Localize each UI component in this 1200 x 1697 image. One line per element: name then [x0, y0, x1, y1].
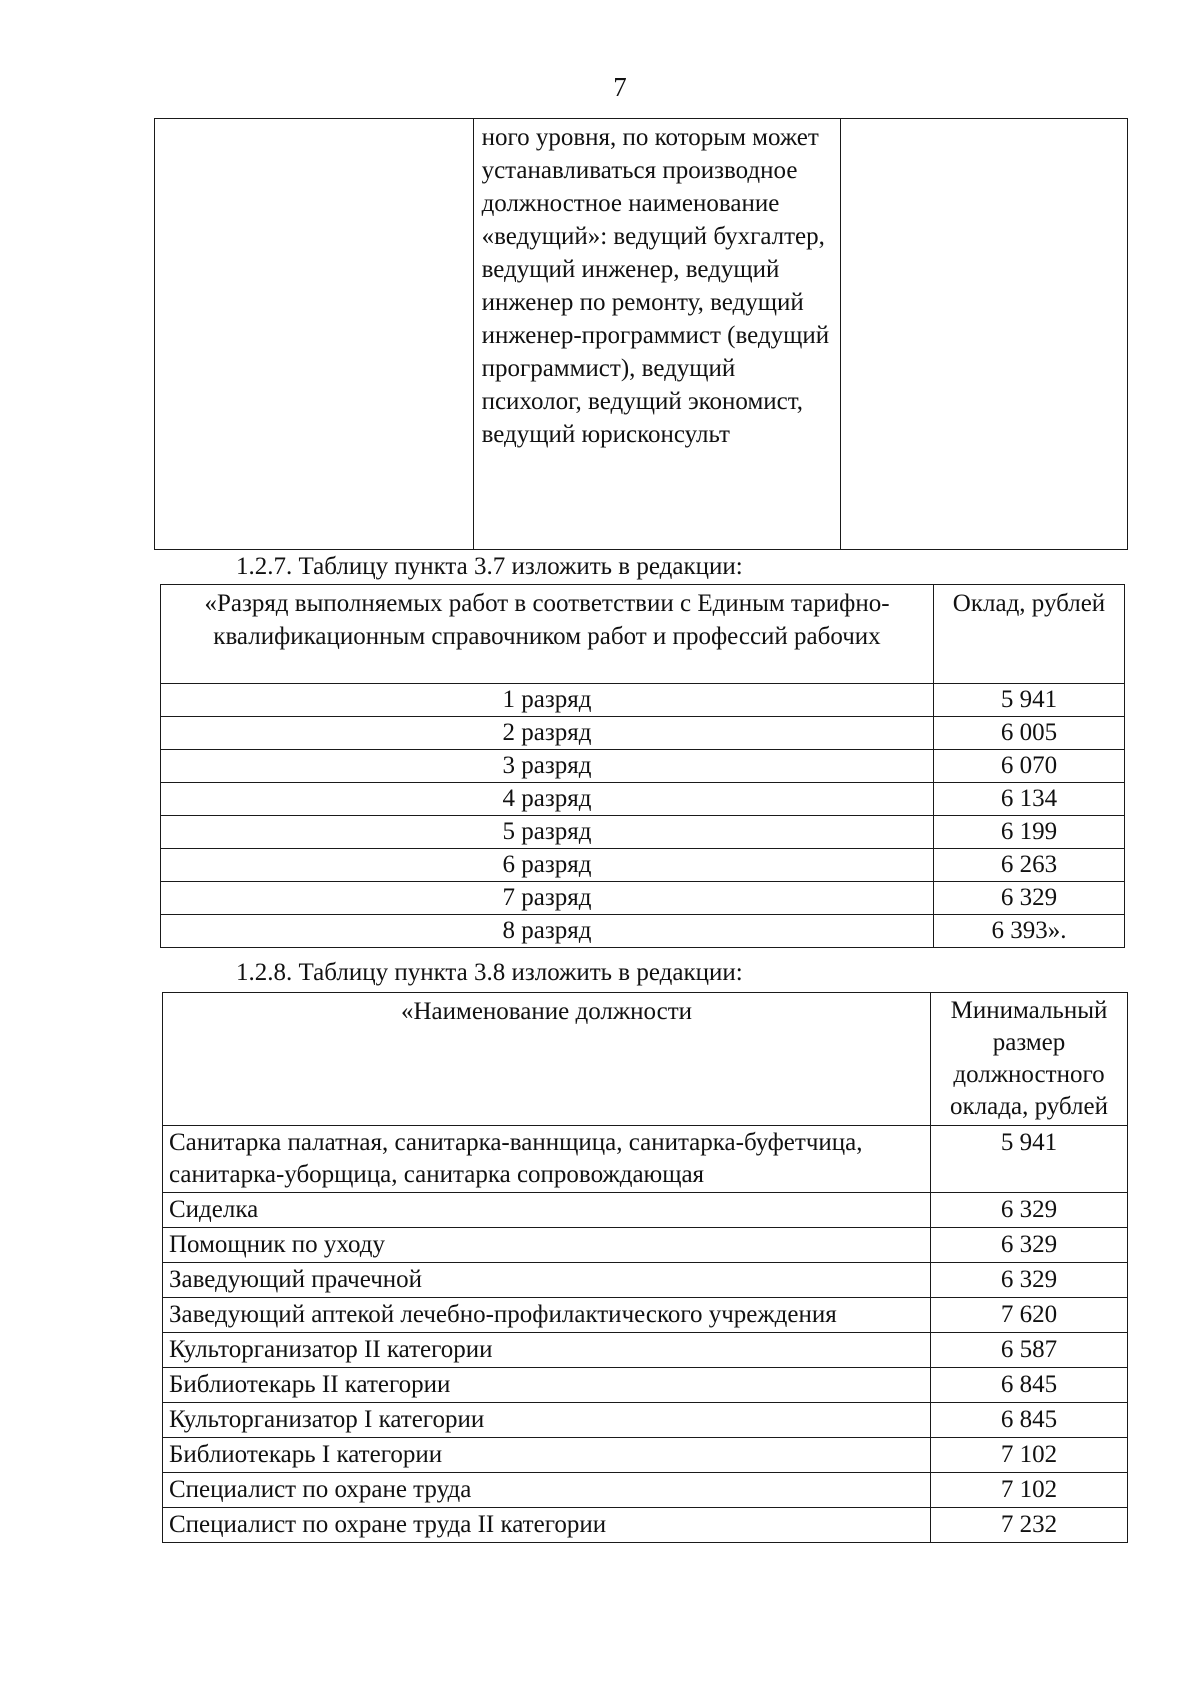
salary-cell: 6 329 — [931, 1228, 1128, 1263]
table-row — [163, 1263, 1128, 1298]
grade-cell: 8 разряд — [161, 915, 934, 948]
table-row — [163, 1438, 1128, 1473]
salary-cell: 5 941 — [931, 1126, 1128, 1193]
position-cell: Культорганизатор II категории — [163, 1333, 931, 1368]
empty-cell — [155, 119, 474, 550]
salary-cell: 6 329 — [931, 1193, 1128, 1228]
continuation-table — [154, 118, 1128, 550]
grade-cell: 2 разряд — [161, 717, 934, 750]
page-number: 7 — [613, 72, 627, 102]
table-row — [163, 1403, 1128, 1438]
salary-cell: 5 941 — [934, 684, 1125, 717]
grade-cell: 7 разряд — [161, 882, 934, 915]
table-header-row — [161, 585, 1125, 684]
grade-cell: 4 разряд — [161, 783, 934, 816]
header-grade: «Разряд выполняемых работ в соответствии с Единым тарифно-квалификационным справочником работ и профессий рабочих — [161, 585, 934, 684]
salary-cell: 6 329 — [934, 882, 1125, 915]
salary-cell: 7 102 — [931, 1473, 1128, 1508]
salary-cell: 6 070 — [934, 750, 1125, 783]
grade-cell: 1 разряд — [161, 684, 934, 717]
salary-cell: 6 005 — [934, 717, 1125, 750]
salary-cell: 6 393». — [934, 915, 1125, 948]
table-row — [163, 1126, 1128, 1193]
table-row — [161, 882, 1125, 915]
salary-cell: 6 329 — [931, 1263, 1128, 1298]
grade-cell: 5 разряд — [161, 816, 934, 849]
position-cell: Заведующий аптекой лечебно-профилактического учреждения — [163, 1298, 931, 1333]
position-cell: Сиделка — [163, 1193, 931, 1228]
table-row — [155, 119, 1128, 550]
section-1-2-7-caption: 1.2.7. Таблицу пункта 3.7 изложить в редакции: — [236, 553, 743, 580]
table-row — [163, 1228, 1128, 1263]
position-cell: Специалист по охране труда II категории — [163, 1508, 931, 1543]
table-row — [161, 915, 1125, 948]
position-cell: Заведующий прачечной — [163, 1263, 931, 1298]
table-row — [163, 1298, 1128, 1333]
position-cell: Санитарка палатная, санитарка-ваннщица, санитарка-буфетчица, санитарка-уборщица, санитарка сопровождающая — [163, 1126, 931, 1193]
section-1-2-8-caption: 1.2.8. Таблицу пункта 3.8 изложить в редакции: — [236, 959, 743, 986]
position-list-cell: ного уровня, по которым может устанавливаться производное должностное наименование «ведущий»: ведущий бухгалтер, ведущий инженер, ведущий инженер по ремонту, ведущий инженер-программист (ведущий программист), ведущий психолог, ведущий экономист, ведущий юрисконсульт — [473, 119, 841, 550]
grade-salary-table — [160, 584, 1125, 948]
empty-cell — [841, 119, 1128, 550]
position-cell: Библиотекарь II категории — [163, 1368, 931, 1403]
position-cell: Культорганизатор I категории — [163, 1403, 931, 1438]
salary-cell: 6 845 — [931, 1403, 1128, 1438]
table-row — [163, 1193, 1128, 1228]
position-cell: Помощник по уходу — [163, 1228, 931, 1263]
table-row — [161, 717, 1125, 750]
table-row — [161, 684, 1125, 717]
table-header-row — [163, 993, 1128, 1126]
table-row — [161, 783, 1125, 816]
salary-cell: 6 134 — [934, 783, 1125, 816]
salary-cell: 7 620 — [931, 1298, 1128, 1333]
position-cell: Библиотекарь I категории — [163, 1438, 931, 1473]
salary-cell: 6 587 — [931, 1333, 1128, 1368]
salary-cell: 7 232 — [931, 1508, 1128, 1543]
table-row — [163, 1368, 1128, 1403]
position-cell: Специалист по охране труда — [163, 1473, 931, 1508]
grade-cell: 6 разряд — [161, 849, 934, 882]
table-row — [161, 849, 1125, 882]
salary-cell: 6 845 — [931, 1368, 1128, 1403]
salary-cell: 7 102 — [931, 1438, 1128, 1473]
salary-cell: 6 263 — [934, 849, 1125, 882]
table-row — [163, 1333, 1128, 1368]
table-row — [163, 1508, 1128, 1543]
table-row — [161, 750, 1125, 783]
grade-cell: 3 разряд — [161, 750, 934, 783]
header-position: «Наименование должности — [163, 993, 931, 1126]
header-salary: Оклад, рублей — [934, 585, 1125, 684]
position-salary-table — [162, 992, 1128, 1543]
header-min-salary: Минимальный размер должностного оклада, рублей — [931, 993, 1128, 1126]
salary-cell: 6 199 — [934, 816, 1125, 849]
table-row — [161, 816, 1125, 849]
table-row — [163, 1473, 1128, 1508]
